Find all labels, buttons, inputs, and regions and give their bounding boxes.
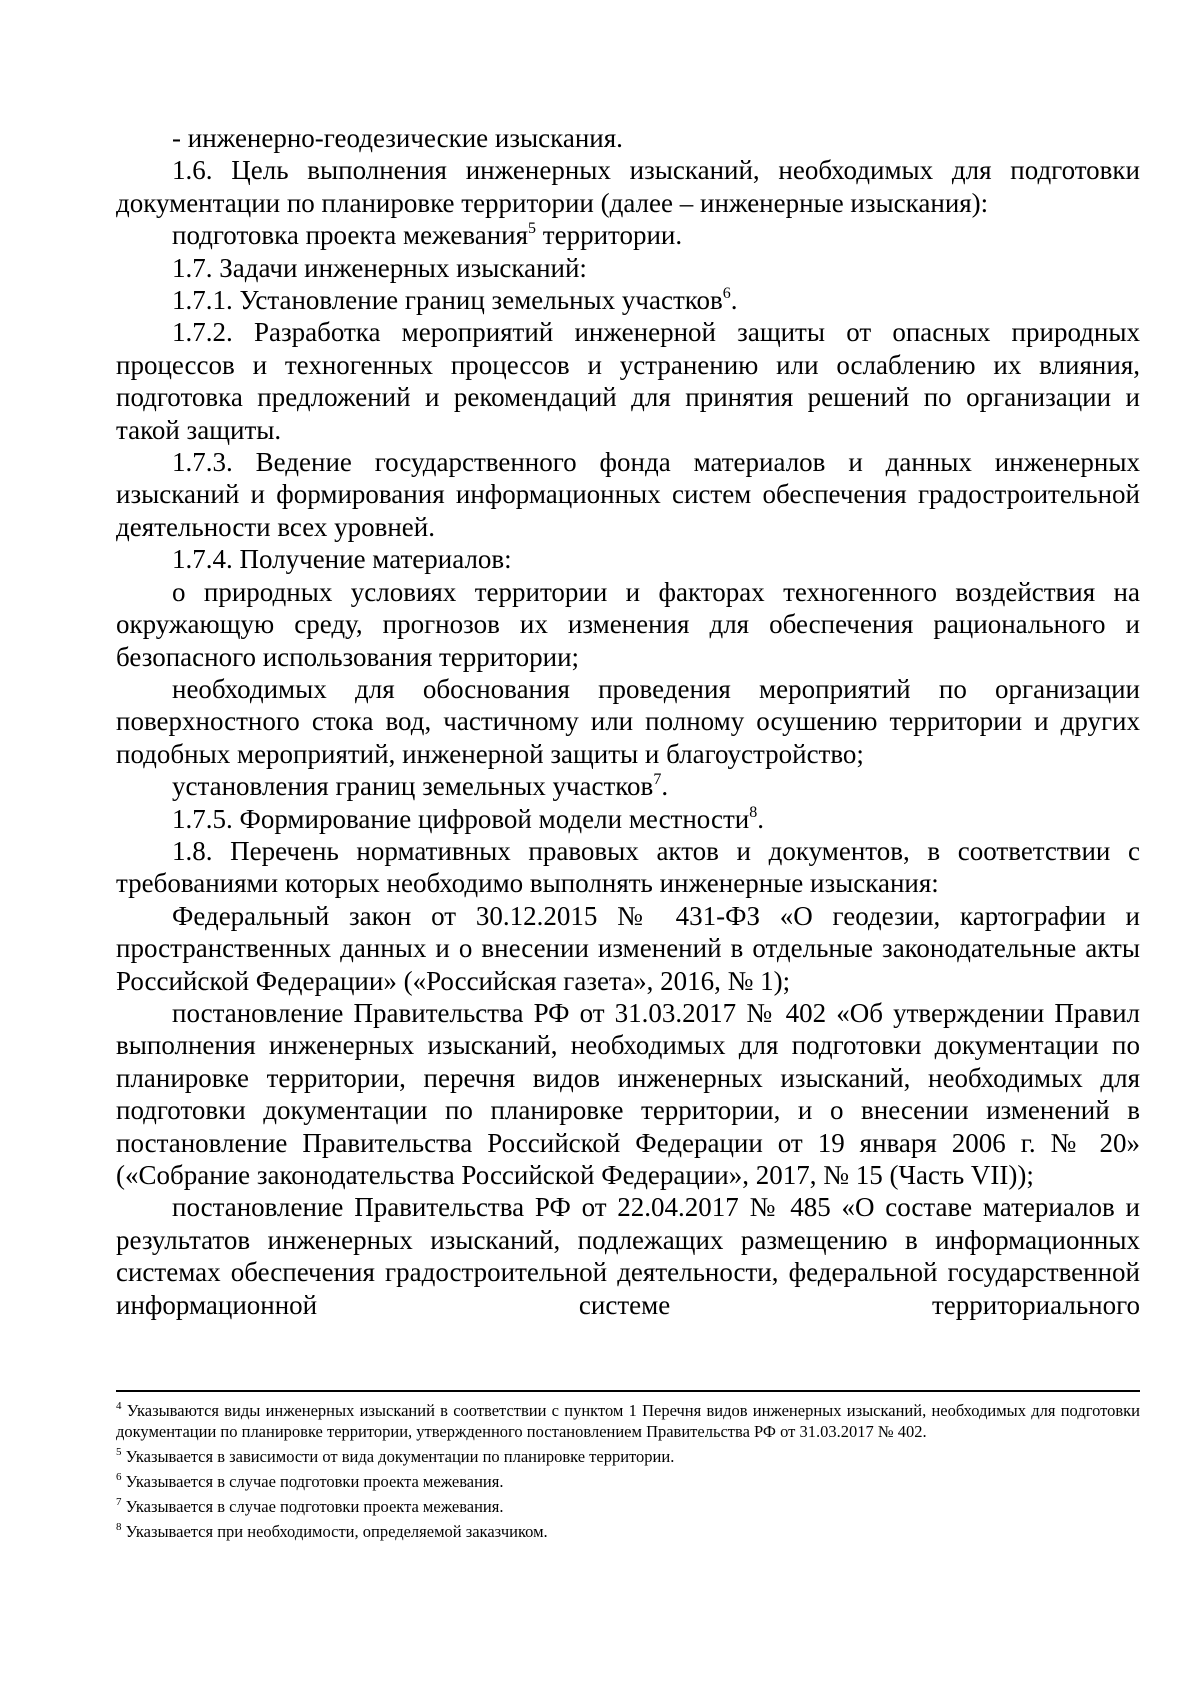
- footnote-ref: 8: [749, 803, 758, 821]
- footnote-8: [116, 1521, 1140, 1542]
- paragraph-tail: .: [730, 285, 738, 316]
- paragraph-tail: .: [661, 771, 669, 802]
- footnote-7: [116, 1496, 1140, 1517]
- footnote-text: Указывается в случае подготовки проекта межевания.: [125, 1497, 504, 1516]
- paragraph-federal-law: Федеральный закон от 30.12.2015 № 431-ФЗ «О геодезии, картографии и пространственных данных и о внесении изменений в отдельные законодательные акты Российской Федерации» («Российская газета», 2016, № 1);: [116, 900, 1140, 996]
- footnote-ref: 6: [722, 285, 731, 303]
- paragraph-resolution-485: постановление Правительства РФ от 22.04.2017 № 485 «О составе материалов и результатов инженерных изысканий, подлежащих размещению в информационных системах обеспечения градостроительной деятельности, федеральной государственной информационной системе территориального: [116, 1192, 1140, 1320]
- paragraph-text: 1.7.5. Формирование цифровой модели местности: [172, 803, 750, 834]
- footnote-text: Указываются виды инженерных изысканий в соответствии с пунктом 1 Перечня видов инженерных изысканий, необходимых для подготовки документации по планировке территории, утвержденного постановлением Правительства РФ от 31.03.2017 № 402.: [116, 1401, 1140, 1441]
- footnote-number: 8: [116, 1520, 122, 1533]
- paragraph-1-7-2: 1.7.2. Разработка мероприятий инженерной защиты от опасных природных процессов и техногенных процессов и устранению или ослаблению их влияния, подготовка предложений и рекомендаций для принятия решений по организации и такой защиты.: [116, 317, 1140, 445]
- paragraph-resolution-402: постановление Правительства РФ от 31.03.2017 № 402 «Об утверждении Правил выполнения инженерных изысканий, необходимых для подготовки документации по планировке территории, перечня видов инженерных изысканий, необходимых для подготовки документации по планировке территории, и о внесении изменений в постановление Правительства Российской Федерации от 19 января 2006 г. № 20» («Собрание законодательства Российской Федерации», 2017, № 15 (Часть VII));: [116, 997, 1140, 1190]
- paragraph-survey-goal: [116, 219, 1140, 251]
- paragraph-1-7-3: 1.7.3. Ведение государственного фонда материалов и данных инженерных изысканий и формирования информационных систем обеспечения градостроительной деятельности всех уровней.: [116, 447, 1140, 542]
- footnote-ref: 5: [528, 220, 537, 238]
- document-body: [116, 122, 1140, 1321]
- footnotes: [116, 1390, 1140, 1546]
- paragraph-1-7-4: 1.7.4. Получение материалов:: [172, 544, 512, 575]
- footnote-number: 5: [116, 1445, 122, 1458]
- footnote-separator: [116, 1390, 1140, 1392]
- footnote-number: 7: [116, 1495, 122, 1508]
- footnote-text: Указывается в случае подготовки проекта межевания.: [125, 1472, 504, 1491]
- paragraph-tail: .: [757, 803, 764, 834]
- footnote-text: Указывается в зависимости от вида документации по планировке территории.: [125, 1447, 675, 1466]
- footnote-4: [116, 1400, 1140, 1442]
- footnote-6: [116, 1471, 1140, 1492]
- footnote-text: Указывается при необходимости, определяемой заказчиком.: [125, 1522, 548, 1541]
- paragraph-land-boundaries: [116, 770, 1140, 802]
- paragraph-text: подготовка проекта межевания: [172, 220, 529, 251]
- paragraph-text: установления границ земельных участков: [172, 771, 654, 802]
- footnote-5: [116, 1446, 1140, 1467]
- paragraph-1-7-1: [116, 284, 1140, 316]
- paragraph-1-6: 1.6. Цель выполнения инженерных изысканий, необходимых для подготовки документации по планировке территории (далее – инженерные изыскания):: [116, 155, 1140, 218]
- paragraph-text: 1.7.1. Установление границ земельных участков: [172, 285, 723, 316]
- footnote-number: 6: [116, 1470, 122, 1483]
- paragraph-1-7-5: [116, 803, 1140, 835]
- paragraph-1-7: 1.7. Задачи инженерных изысканий:: [172, 252, 587, 283]
- paragraph-survey-type: - инженерно-геодезические изыскания.: [172, 123, 623, 153]
- footnote-ref: 7: [653, 771, 662, 789]
- footnote-number: 4: [116, 1399, 122, 1412]
- paragraph-natural-conditions: о природных условиях территории и факторах техногенного воздействия на окружающую среду, прогнозов их изменения для обеспечения рационального и безопасного использования территории;: [116, 576, 1140, 672]
- paragraph-surface-runoff: необходимых для обоснования проведения мероприятий по организации поверхностного стока вод, частичному или полному осушению территории и других подобных мероприятий, инженерной защиты и благоустройство;: [116, 673, 1140, 769]
- paragraph-1-8: 1.8. Перечень нормативных правовых актов и документов, в соответствии с требованиями которых необходимо выполнять инженерные изыскания:: [116, 835, 1140, 899]
- paragraph-tail: территории.: [536, 220, 683, 251]
